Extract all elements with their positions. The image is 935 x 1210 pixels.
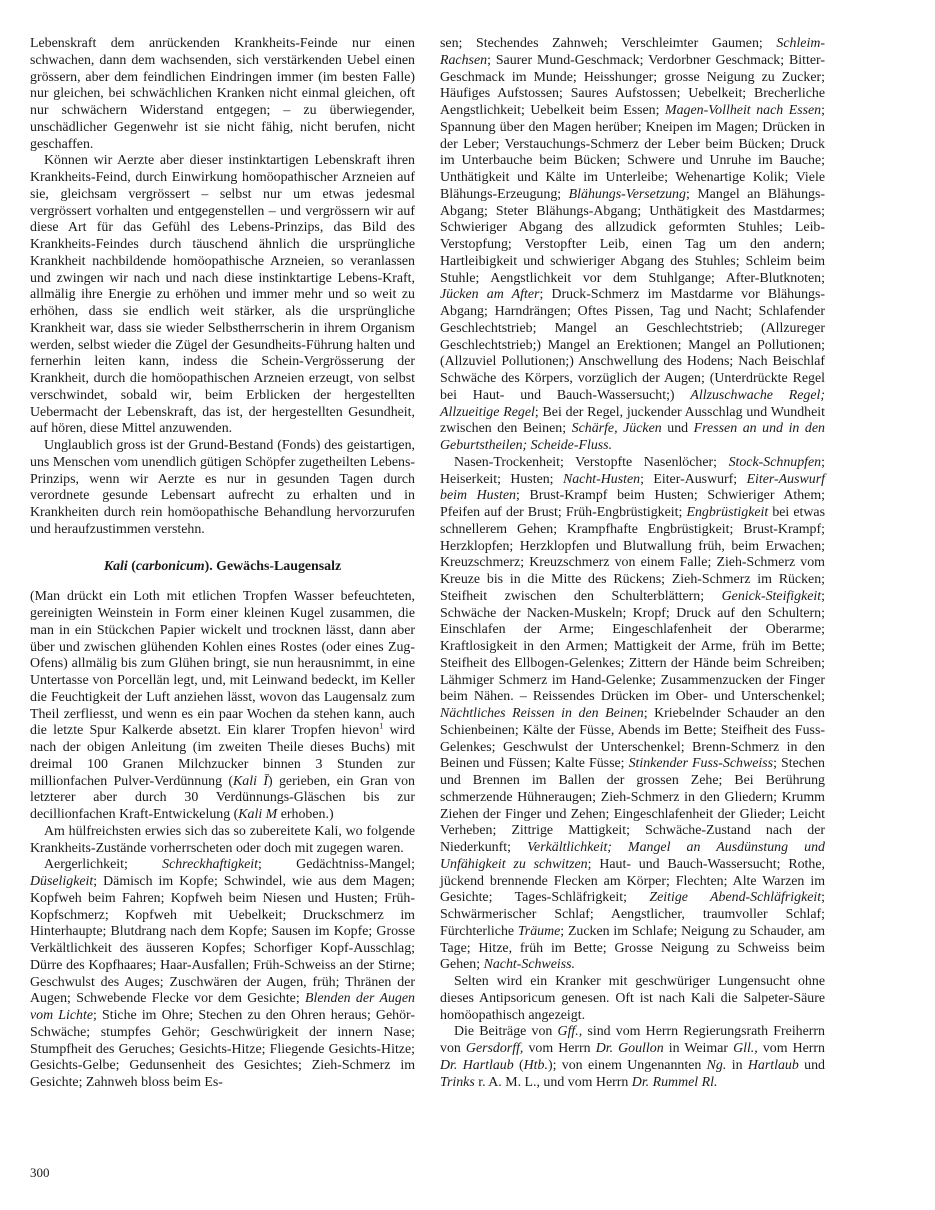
paragraph-symptoms-head: Aergerlichkeit; Schreckhaftigkeit; Gedächtniss-Mangel; Düseligkeit; Dämisch im Kopfe; Schwindel, wie aus dem Magen; Kopfweh beim Fahren; Kopfweh beim Niesen und Husten; Früh-Kopfschmerz; Kopfweh mit Uebelkeit; Druckschmerz im Hinterhaupte; Blutdrang nach dem Kopfe; Sausen im Kopfe; Grosse Verkältlichkeit des äusseren Kopfes; Schorfiger Kopf-Ausschlag; Dürre des Kopfhaares; Haar-Ausfallen; Früh-Schweiss an der Stirne; Geschwulst des Auges; Zuschwären der Augen, früh; Thränen der Augen; Schwebende Flecke vor dem Gesichte; Blenden der Augen vom Lichte; Stiche im Ohre; Stechen zu den Ohren heraus; Gehör-Schwäche; stumpfes Gehör; Geschwürigkeit der innern Nase; Stumpfheit des Geruches; Gesichts-Hitze; Fliegende Gesichts-Hitze; Gesichts-Gelbe; Gedunsenheit des Gesichtes; Zieh-Schmerz im Gesichte; Zahnweh bloss beim Es- — [30, 857, 415, 1090]
paragraph-grundbestand: Unglaublich gross ist der Grund-Bestand (Fonds) des geistartigen, uns Menschen vom unendlich gütigen Schöpfer zugetheilten Lebens-Prinzips, wenn wir Aerzte es nur in gesunden Tagen durch verordnete gesunde Lebensart aufrecht zu erhalten und in Krankheiten durch rein homöopathische Behandlung hervorzurufen und heraufzustimmen verstehn. — [30, 438, 415, 537]
heading-latin: carbonicum — [135, 558, 205, 574]
heading-rest: ). Gewächs-Laugensalz — [204, 558, 342, 574]
right-column — [440, 36, 825, 1091]
paragraph-symptoms-digestive: sen; Stechendes Zahnweh; Verschleimter Gaumen; Schleim-Rachsen; Saurer Mund-Geschmack; Verdorbner Geschmack; Bitter-Geschmack im Munde; Heisshunger; grosse Neigung zu Zucker; Häufiges Aufstossen; Saures Aufstossen; Uebelkeit; Brecherliche Aengstlichkeit; Uebelkeit beim Essen; Magen-Vollheit nach Essen; Spannung über den Magen herüber; Kneipen im Magen; Drücken in der Leber; Verstauchungs-Schmerz der Leber beim Bücken; Druck im Unterbauche beim Bücken; Schwere und Unruhe im Bauche; Unthätigkeit und Kälte im Unterleibe; Wehenartige Kolik; Viele Blähungs-Erzeugung; Blähungs-Versetzung; Mangel an Blähungs-Abgang; Steter Blähungs-Abgang; Unthätigkeit des Mastdarmes; Schwieriger Abgang des allzudick geformten Stuhles; Leib-Verstopfung; Verstopfter Leib, einen Tag um den andern; Hartleibigkeit und schwieriger Abgang des Stuhles; Schleim beim Stuhle; Aengstlichkeit vor dem Stuhlgange; After-Blutknoten; Jücken am After; Druck-Schmerz im Mastdarme vor Blähungs-Abgang; Harndrängen; Oftes Pissen, Tag und Nacht; Schlafender Geschlechtstrieb; Mangel an Geschlechtstrieb; (Allzureger Geschlechtstrieb;) Mangel an Erektionen; Mangel an Pollutionen; (Allzuviel Pollutionen;) Anschwellung des Hodens; Nach Beischlaf Schwäche des Körpers, vorzüglich der Augen; (Unterdrückte Regel bei Haut- und Bauch-Wassersucht;) Allzuschwache Regel; Allzueitige Regel; Bei der Regel, juckender Ausschlag und Wundheit zwischen den Beinen; Schärfe, Jücken und Fressen an und in den Geburtstheilen; Scheide-Fluss. — [440, 36, 826, 453]
paragraph-lungensucht: Selten wird ein Kranker mit geschwüriger Lungensucht ohne dieses Antipsoricum genesen. Oft ist nach Kali die Salpeter-Säure homöopathisch angezeigt. — [440, 974, 825, 1023]
left-column — [30, 36, 415, 1092]
paragraph-contributors: Die Beiträge von Gff., sind vom Herrn Regierungsrath Freiherrn von Gersdorff, vom Herrn Dr. Goullon in Weimar Gll., vom Herrn Dr. Hartlaub (Htb.); von einem Ungenannten Ng. in Hartlaub und Trinks r. A. M. L., und vom Herrn Dr. Rummel Rl. — [440, 1024, 825, 1090]
paragraph-helpful: Am hülfreichsten erwies sich das so zubereitete Kali, wo folgende Krankheits-Zustände vorherrscheten oder doch mit zugegen waren. — [30, 823, 415, 856]
heading-open-paren: ( — [127, 558, 136, 574]
section-heading-kali — [30, 559, 415, 576]
paragraph-lebenskraft: Lebenskraft dem anrückenden Krankheits-Feinde nur einen schwachen, dann dem wachsenden, sich verstärkenden Uebel einen grössern, aber dem feindlichen Eindringen immer (im besten Falle) nur gleichen, bei schwächlichen Kranken nicht einmal gleichen, oft nur schwächern Widerstand entgegen; – zu überwiegender, unschädlicher Gegenwehr ist sie nicht fähig, nicht berufen, nicht geschaffen. — [30, 36, 415, 152]
footnote-marker: 1 — [379, 721, 384, 731]
paragraph-aerzte: Können wir Aerzte aber dieser instinktartigen Lebenskraft ihren Krankheits-Feind, durch Einwirkung homöopathischer Arzneien auf sie, gleichsam vergrössert – selbst nur um etwas jedesmal vergrössert vorhalten und entgegenstellen – und vergrössern wir auf diese Art für das Gefühl des Lebens-Prinzips, das Bild des Krankheits-Feindes durch täuschend ähnlich die ursprüngliche Krankheit nachbildende homöopathische Arzneien, so veranlassen und zwingen wir nach und nach diese instinktartige Lebens-Kraft, allmälig ihre Energie zu erhöhen und immer mehr und so weit zu erhöhen, dass sie endlich weit stärker, als die ursprüngliche Krankheit war, dass sie wieder Selbstherrscherin in ihrem Organism werden, selbst wieder die Zügel der Gesundheits-Führung halten und fernerhin leiten kann, indess die Schein-Vergrösserung der Krankheit, durch die homöopathischen Arzneien erzeugt, von selbst verschwindet, sobald wir, beim Erblicken der hergestellten Uebermacht der Lebenskraft, das ist, der hergestellten Gesundheit, auf hören, diese Mittel anzuwenden. — [30, 153, 415, 437]
page-number: 300 — [30, 1165, 50, 1180]
heading-name: Kali — [103, 558, 128, 574]
paragraph-symptoms-body: Nasen-Trockenheit; Verstopfte Nasenlöcher; Stock-Schnupfen; Heiserkeit; Husten; Nacht-Husten; Eiter-Auswurf; Eiter-Auswurf beim Husten; Brust-Krampf beim Husten; Schwieriger Athem; Pfeifen auf der Brust; Früh-Engbrüstigkeit; Engbrüstigkeit bei etwas schnellerem Gehen; Krampfhafte Engbrüstigkeit; Brust-Krampf; Herzklopfen; Herzklopfen und Blutwallung früh, beim Erwachen; Kreuzschmerz; Kreuzschmerz von einem Falle; Zieh-Schmerz vom Kreuze bis in die Mitte des Rückens; Zieh-Schmerz im Rücken; Steifheit zwischen den Schulterblättern; Genick-Steifigkeit; Schwäche der Nacken-Muskeln; Kropf; Druck auf den Schultern; Einschlafen der Arme; Eingeschlafenheit der Oberarme; Kraftlosigkeit in den Armen; Mattigkeit der Arme, früh im Bette; Steifheit des Ellbogen-Gelenkes; Zittern der Hände beim Schreiben; Lähmiger Schmerz im Hand-Gelenke; Zusammenzucken der Finger beim Nähen. – Reissendes Drücken im Ober- und Unterschenkel; Nächtliches Reissen in den Beinen; Kriebelnder Schauder an den Schienbeinen; Kälte der Füsse, Abends im Bette; Steifheit des Fuss-Gelenkes; Geschwulst der Unterschenkel; Brenn-Schmerz in den Beinen und Füssen; Kalte Füsse; Stinkender Fuss-Schweiss; Stechen und Brennen im Ballen der grossen Zehe; Bei Berührung schmerzende Hühneraugen; Zieh-Schmerz in den Gliedern; Krumm Ziehen der Finger und Zehen; Eingeschlafenheit der Glieder; Leicht Verheben; Zittrige Mattigkeit; Schwäche-Zustand nach der Niederkunft; Verkältlichkeit; Mangel an Ausdünstung und Unfähigkeit zu schwitzen; Haut- und Bauch-Wassersucht; Rothe, jückend brennende Flecken am Körper; Flechten; Alte Warzen im Gesichte; Tages-Schläfrigkeit; Zeitige Abend-Schläfrigkeit; Schwärmerischer Schlaf; Aengstlicher, traumvoller Schlaf; Fürchterliche Träume; Zucken im Schlafe; Neigung zu Schauder, am Tage; Hitze, früh im Bette; Grosse Neigung zu Schweiss beim Gehen; Nacht-Schweiss. — [440, 454, 825, 973]
paragraph-preparation: (Man drückt ein Loth mit etlichen Tropfen Wasser befeuchteten, gereinigten Weinstein in Form einer kleinen Kugel zusammen, die man in ein Stückchen Papier wickelt und trocknen lässt, dann aber über und zwischen glühenden Kohlen eines Rostes (oder eines Zug-Ofens) allmälig bis zum Glühen bringt, sie nun herausnimmt, in eine Untertasse von Porcellän legt, und, mit Leinwand bedeckt, im Keller die Feuchtigkeit der Luft anziehen lässt, wovon das Laugensalz zum Theil zerfliesst, und wenn es ein paar Wochen da stehen kann, auch die letzte Spur Kalkerde absetzt. Ein klarer Tropfen hievon$^1$ wird nach der obigen Anleitung (im zweiten Theile dieses Buchs) mit dreimal 100 Granen Milchzucker binnen 3 Stunden zur millionfachen Pulver-Verdünnung (Kali Ī) gerieben, ein Gran von letzterer aber durch 30 Verdünnungs-Gläschen bis zur decillionfachen Kraft-Entwickelung (Kali M erhoben.) — [30, 589, 415, 822]
